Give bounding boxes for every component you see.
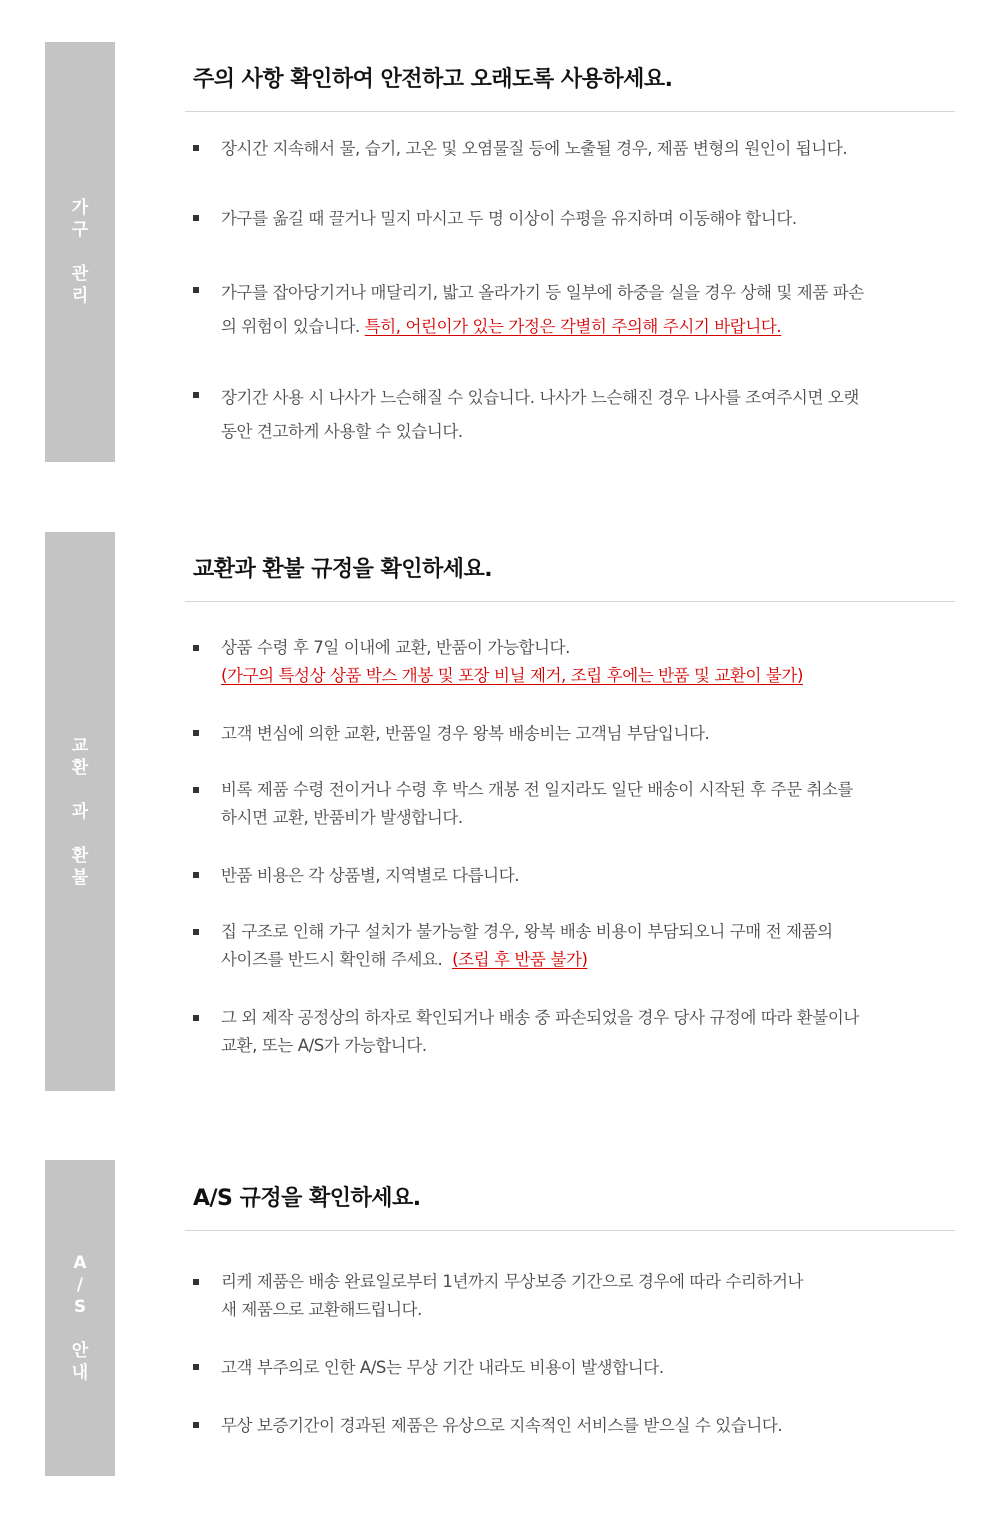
item-text: 하시면 교환, 반품비가 발생합니다. <box>221 808 463 827</box>
list-item <box>193 134 943 164</box>
side-tab-exchange-refund <box>45 532 115 1091</box>
item-text-line <box>221 946 943 974</box>
side-tab-char: 가 <box>71 198 89 218</box>
bullet-icon <box>193 1422 199 1428</box>
section-divider <box>185 111 955 112</box>
item-text-fragment: 사이즈를 반드시 확인해 주세요. <box>221 950 443 969</box>
side-tab-char: 관 <box>71 264 89 284</box>
side-tab-char: 내 <box>71 1363 89 1383</box>
side-tab-char: 환 <box>71 757 89 778</box>
section-heading: A/S 규정을 확인하세요. <box>193 1186 421 1211</box>
bullet-icon <box>193 645 199 651</box>
item-text: 동안 견고하게 사용할 수 있습니다. <box>221 422 463 441</box>
item-text-line <box>221 310 943 344</box>
bullet-icon <box>193 787 199 793</box>
warning-text: 특히, 어린이가 있는 가정은 각별히 주의해 주시기 바랍니다. <box>364 317 782 336</box>
bullet-icon <box>193 287 199 293</box>
side-tab-char: 구 <box>71 220 89 240</box>
bullet-icon <box>193 730 199 736</box>
side-tab-char: 안 <box>71 1341 89 1361</box>
list-item <box>193 634 943 690</box>
item-text-fragment: 의 위험이 있습니다. <box>221 317 360 336</box>
section-divider <box>185 601 955 602</box>
list-item <box>193 1268 943 1324</box>
bullet-icon <box>193 392 199 398</box>
item-text: 그 외 제작 공정상의 하자로 확인되거나 배송 중 파손되었을 경우 당사 규정에 따라 환불이나 <box>221 1008 859 1027</box>
item-text: 고객 부주의로 인한 A/S는 무상 기간 내라도 비용이 발생합니다. <box>221 1358 664 1377</box>
item-text: 장시간 지속해서 물, 습기, 고온 및 오염물질 등에 노출될 경우, 제품 변형의 원인이 됩니다. <box>221 139 848 158</box>
bullet-icon <box>193 1279 199 1285</box>
list-item <box>193 1004 943 1060</box>
list-item <box>193 1411 943 1441</box>
bullet-icon <box>193 1364 199 1370</box>
list-item <box>193 204 943 234</box>
side-tab-char: 환 <box>71 845 89 866</box>
item-text: 가구를 잡아당기거나 매달리기, 밟고 올라가기 등 일부에 하중을 실을 경우 상해 및 제품 파손 <box>221 283 864 302</box>
item-text: 가구를 옮길 때 끌거나 밀지 마시고 두 명 이상이 수평을 유지하며 이동해야 합니다. <box>221 209 797 228</box>
item-text: 고객 변심에 의한 교환, 반품일 경우 왕복 배송비는 고객님 부담입니다. <box>221 724 710 743</box>
item-text: 반품 비용은 각 상품별, 지역별로 다릅니다. <box>221 866 520 885</box>
item-text: 무상 보증기간이 경과된 제품은 유상으로 지속적인 서비스를 받으실 수 있습니다. <box>221 1416 783 1435</box>
list-item <box>193 861 943 891</box>
side-tab-char: 리 <box>71 286 89 306</box>
section-divider <box>185 1230 955 1231</box>
list-item <box>193 918 943 974</box>
section-heading: 주의 사항 확인하여 안전하고 오래도록 사용하세요. <box>193 67 673 92</box>
item-text: 장기간 사용 시 나사가 느슨해질 수 있습니다. 나사가 느슨해진 경우 나사를 조여주시면 오랫 <box>221 388 859 407</box>
item-text: 상품 수령 후 7일 이내에 교환, 반품이 가능합니다. <box>221 638 570 657</box>
list-item <box>193 276 943 344</box>
bullet-icon <box>193 929 199 935</box>
warning-text: (조립 후 반품 불가) <box>452 950 588 969</box>
side-tab-char: 교 <box>71 735 89 756</box>
bullet-icon <box>193 1015 199 1021</box>
item-text: 새 제품으로 교환해드립니다. <box>221 1300 423 1319</box>
list-item <box>193 719 943 749</box>
bullet-icon <box>193 215 199 221</box>
list-item <box>193 776 943 832</box>
side-tab-char: A <box>73 1253 87 1273</box>
section-heading: 교환과 환불 규정을 확인하세요. <box>193 557 493 582</box>
side-tab-furniture-care <box>45 42 115 462</box>
item-text: 교환, 또는 A/S가 가능합니다. <box>221 1036 427 1055</box>
side-tab-char: 과 <box>71 801 89 822</box>
item-text: 비록 제품 수령 전이거나 수령 후 박스 개봉 전 일지라도 일단 배송이 시작된 후 주문 취소를 <box>221 780 854 799</box>
bullet-icon <box>193 872 199 878</box>
warning-text: (가구의 특성상 상품 박스 개봉 및 포장 비닐 제거, 조립 후에는 반품 및 교환이 불가) <box>221 666 803 685</box>
side-tab-char: 불 <box>71 867 89 888</box>
side-tab-as-guide <box>45 1160 115 1476</box>
list-item <box>193 381 943 449</box>
bullet-icon <box>193 145 199 151</box>
side-tab-char: S <box>73 1297 87 1317</box>
list-item <box>193 1353 943 1383</box>
side-tab-char: / <box>76 1275 84 1295</box>
item-text: 리케 제품은 배송 완료일로부터 1년까지 무상보증 기간으로 경우에 따라 수리하거나 <box>221 1272 804 1291</box>
item-text: 집 구조로 인해 가구 설치가 불가능할 경우, 왕복 배송 비용이 부담되오니 구매 전 제품의 <box>221 922 833 941</box>
